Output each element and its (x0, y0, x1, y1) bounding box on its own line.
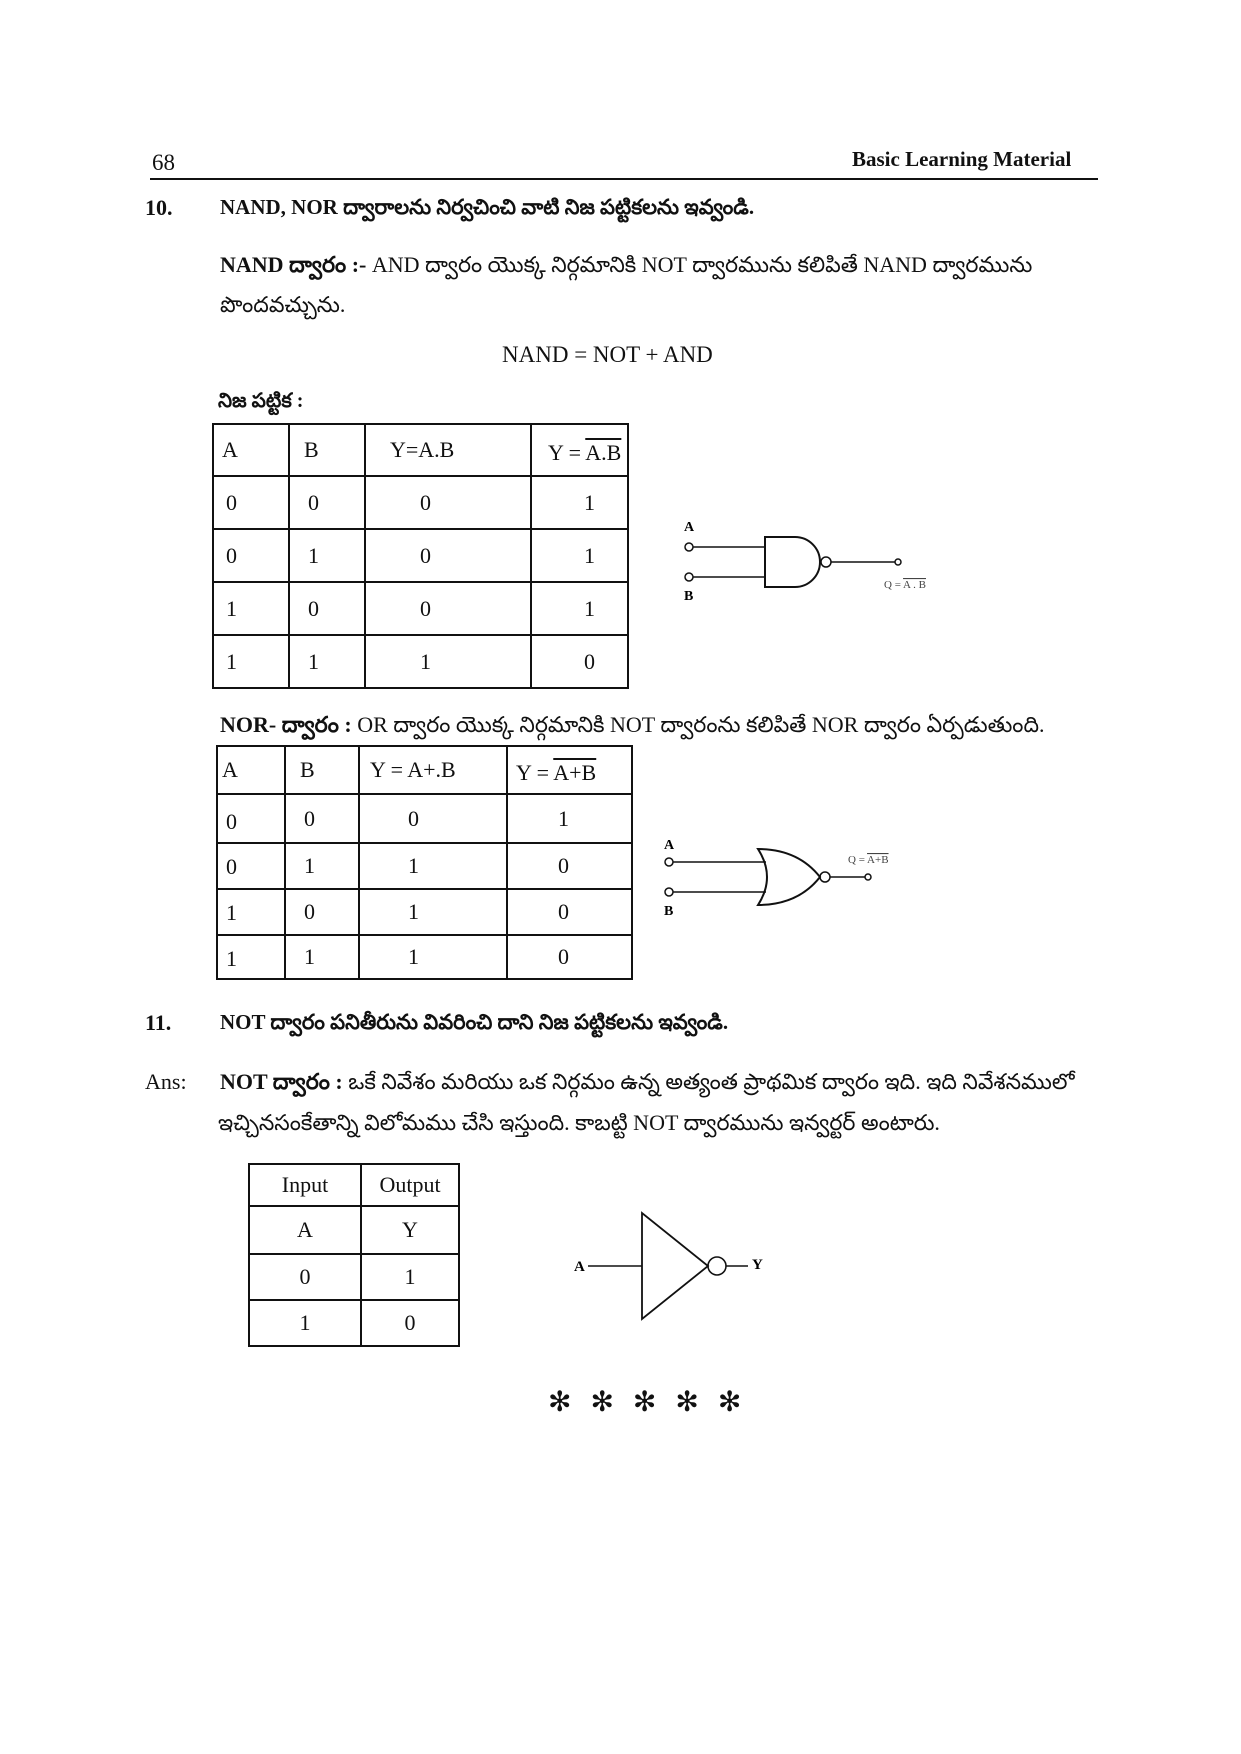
table-header-row (249, 1164, 459, 1206)
cell: 0 (361, 1300, 459, 1346)
cell: 1 (217, 935, 285, 979)
cell: 0 (217, 843, 285, 889)
cell: 0 (285, 889, 359, 935)
cell: 0 (289, 476, 365, 529)
nand-gate-diagram (680, 515, 970, 605)
cell: 1 (361, 1254, 459, 1300)
cell: 0 (285, 794, 359, 843)
nand-term: NAND ద్వారం :- (220, 252, 367, 277)
header-y-nand-expr: A.B (585, 440, 622, 465)
subheader-a: A (249, 1206, 361, 1254)
table-row (249, 1254, 459, 1300)
cell: 0 (289, 582, 365, 635)
cell: 0 (359, 794, 507, 843)
header-y-or: Y = A+.B (359, 746, 507, 794)
table-row (213, 476, 628, 529)
cell: 1 (359, 889, 507, 935)
header-a: A (213, 424, 289, 476)
nor-gate-body (758, 849, 820, 905)
nor-term: NOR- ద్వారం : (220, 712, 352, 737)
table-row (217, 935, 632, 979)
table-row (213, 635, 628, 688)
question-11-text: NOT ద్వారం పనితీరును వివరించి దాని నిజ పట్టికలను ఇవ్వండి. (220, 1010, 729, 1034)
answer-label: Ans: (145, 1069, 187, 1094)
header-b: B (289, 424, 365, 476)
nor-text: OR ద్వారం యొక్క నిర్గమానికి NOT ద్వారంను కలిపితే NOR ద్వారం ఏర్పడుతుంది. (357, 712, 1045, 737)
cell: 1 (249, 1300, 361, 1346)
table-row (217, 794, 632, 843)
nor-output-label: Q = A+B (848, 854, 889, 866)
cell: 1 (285, 843, 359, 889)
nand-input-b-terminal (685, 573, 693, 581)
header-y-nor (507, 746, 632, 794)
nand-formula: NAND = NOT + AND (502, 342, 713, 367)
nand-gate-body (765, 537, 820, 587)
table-header-row (213, 424, 628, 476)
header-y-nor-expr: A+B (553, 760, 597, 785)
table-subheader-row (249, 1206, 459, 1254)
cell: 0 (217, 794, 285, 843)
table-row (217, 889, 632, 935)
cell: 1 (365, 635, 531, 688)
cell: 0 (365, 582, 531, 635)
cell: 0 (507, 889, 632, 935)
nand-output-label: Q = A . B (884, 579, 926, 591)
nor-gate-diagram (660, 835, 920, 920)
cell: 1 (289, 529, 365, 582)
nor-definition (220, 705, 1120, 745)
cell: 0 (507, 935, 632, 979)
cell: 1 (285, 935, 359, 979)
header-y-nand (531, 424, 628, 476)
nor-input-a-terminal (665, 858, 673, 866)
cell: 1 (531, 529, 628, 582)
table-header-row (217, 746, 632, 794)
cell: 0 (365, 529, 531, 582)
nand-definition (220, 245, 1100, 285)
nand-input-a-label: A (684, 520, 695, 535)
table-row (213, 529, 628, 582)
cell: 0 (213, 529, 289, 582)
table-row (249, 1300, 459, 1346)
header-input: Input (249, 1164, 361, 1206)
not-output-label: Y (752, 1257, 763, 1273)
cell: 1 (213, 635, 289, 688)
not-truth-table (248, 1163, 460, 1347)
running-title: Basic Learning Material (852, 147, 1072, 171)
not-text-line2: ఇచ్చినసంకేతాన్ని విలోమము చేసి ఇస్తుంది. కాబట్టి NOT ద్వారమును ఇన్వర్టర్ అంటారు. (218, 1110, 940, 1135)
nand-text-line2: పొందవచ్చును. (220, 292, 346, 317)
nor-truth-table (216, 745, 633, 980)
cell: 0 (249, 1254, 361, 1300)
nand-input-b-label: B (684, 589, 694, 604)
header-b: B (285, 746, 359, 794)
section-end-stars: ✻ ✻ ✻ ✻ ✻ (548, 1387, 748, 1418)
page-number: 68 (152, 150, 175, 175)
not-text-line1: ఒకే నివేశం మరియు ఒక నిర్గమం ఉన్న అత్యంత ప్రాథమిక ద్వారం ఇది. ఇది నివేశనములో (342, 1069, 1075, 1094)
nand-input-a-terminal (685, 543, 693, 551)
nand-truth-table (212, 423, 629, 689)
cell: 0 (365, 476, 531, 529)
question-11-number: 11. (145, 1010, 172, 1035)
cell: 1 (217, 889, 285, 935)
cell: 0 (531, 635, 628, 688)
nand-output-terminal (895, 559, 901, 565)
header-rule (150, 178, 1098, 180)
header-y-and: Y=A.B (365, 424, 531, 476)
cell: 0 (213, 476, 289, 529)
header-a: A (217, 746, 285, 794)
cell: 1 (359, 843, 507, 889)
not-term: NOT ద్వారం : (220, 1069, 343, 1094)
cell: 1 (213, 582, 289, 635)
cell: 1 (359, 935, 507, 979)
cell: 1 (289, 635, 365, 688)
subheader-y: Y (361, 1206, 459, 1254)
nand-text-line1: AND ద్వారం యొక్క నిర్గమానికి NOT ద్వారమును కలిపితే NAND ద్వారమును (371, 252, 1033, 277)
question-10-number: 10. (145, 195, 173, 220)
nor-input-b-label: B (664, 904, 674, 919)
truth-table-label: నిజ పట్టిక : (218, 390, 304, 412)
table-row (213, 582, 628, 635)
not-inversion-bubble (708, 1257, 726, 1275)
header-output: Output (361, 1164, 459, 1206)
not-input-label: A (574, 1259, 585, 1275)
cell: 1 (531, 476, 628, 529)
nor-input-a-label: A (664, 838, 675, 853)
nor-output-terminal (865, 874, 871, 880)
not-gate-body (642, 1213, 708, 1319)
not-gate-diagram (570, 1205, 780, 1325)
question-10-text: NAND, NOR ద్వారాలను నిర్వచించి వాటి నిజ పట్టికలను ఇవ్వండి. (220, 195, 755, 219)
nor-input-b-terminal (665, 888, 673, 896)
cell: 1 (531, 582, 628, 635)
table-row (217, 843, 632, 889)
nand-inversion-bubble (821, 557, 831, 567)
cell: 1 (507, 794, 632, 843)
header-y-prefix: Y = (516, 760, 554, 785)
header-y-prefix: Y = (548, 440, 586, 465)
nor-inversion-bubble (820, 872, 830, 882)
not-definition (220, 1062, 1100, 1102)
cell: 0 (507, 843, 632, 889)
